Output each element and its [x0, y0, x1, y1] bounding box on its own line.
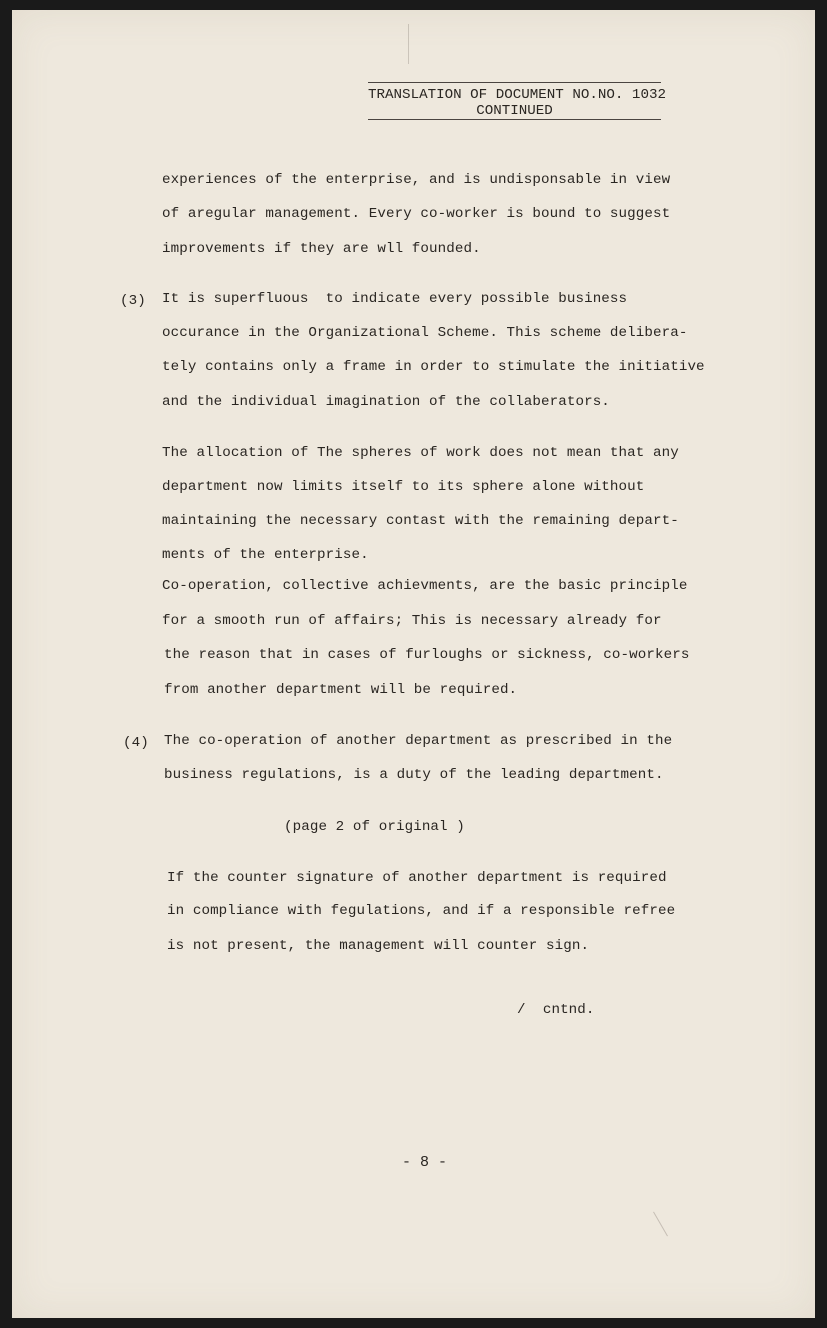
allocation-line-2: department now limits itself to its sphere alone without	[162, 479, 645, 495]
item-3-line-3: tely contains only a frame in order to stimulate the initiative	[162, 359, 705, 375]
item-4-line-2: business regulations, is a duty of the leading department.	[164, 767, 664, 783]
page-note: (page 2 of original )	[284, 819, 465, 835]
item-4-line-1: The co-operation of another department as prescribed in the	[164, 733, 673, 749]
intro-line-3: improvements if they are wll founded.	[162, 241, 481, 257]
header-title: TRANSLATION OF DOCUMENT NO.NO. 1032	[368, 87, 666, 103]
counter-line-2: in compliance with fegulations, and if a responsible refree	[167, 903, 676, 919]
header-continued: CONTINUED	[476, 103, 553, 119]
allocation-line-1: The allocation of The spheres of work does not mean that any	[162, 445, 679, 461]
cooperation-line-3: the reason that in cases of furloughs or sickness, co-workers	[164, 647, 690, 663]
cooperation-line-1: Co-operation, collective achievments, are the basic principle	[162, 578, 688, 594]
item-3-line-2: occurance in the Organizational Scheme. This scheme delibera-	[162, 325, 688, 341]
item-3-line-1: It is superfluous to indicate every possible business	[162, 291, 628, 307]
page-number: - 8 -	[402, 1154, 448, 1171]
item-3-number: (3)	[120, 293, 146, 309]
item-3-line-4: and the individual imagination of the collaberators.	[162, 394, 610, 410]
counter-line-1: If the counter signature of another department is required	[167, 870, 667, 886]
paper-mark-right	[653, 1212, 668, 1237]
continued-marker: / cntnd.	[517, 1002, 595, 1018]
header-bottom-rule	[368, 119, 661, 120]
cooperation-line-2: for a smooth run of affairs; This is necessary already for	[162, 613, 662, 629]
document-header	[368, 87, 666, 119]
header-top-rule	[368, 82, 661, 83]
allocation-line-3: maintaining the necessary contast with the remaining depart-	[162, 513, 679, 529]
document-page	[12, 10, 815, 1318]
counter-line-3: is not present, the management will counter sign.	[167, 938, 590, 954]
cooperation-line-4: from another department will be required.	[164, 682, 518, 698]
allocation-line-4: ments of the enterprise.	[162, 547, 369, 563]
intro-line-1: experiences of the enterprise, and is undisponsable in view	[162, 172, 671, 188]
item-4-number: (4)	[123, 735, 149, 751]
intro-line-2: of aregular management. Every co-worker is bound to suggest	[162, 206, 671, 222]
paper-mark-top	[408, 24, 409, 64]
